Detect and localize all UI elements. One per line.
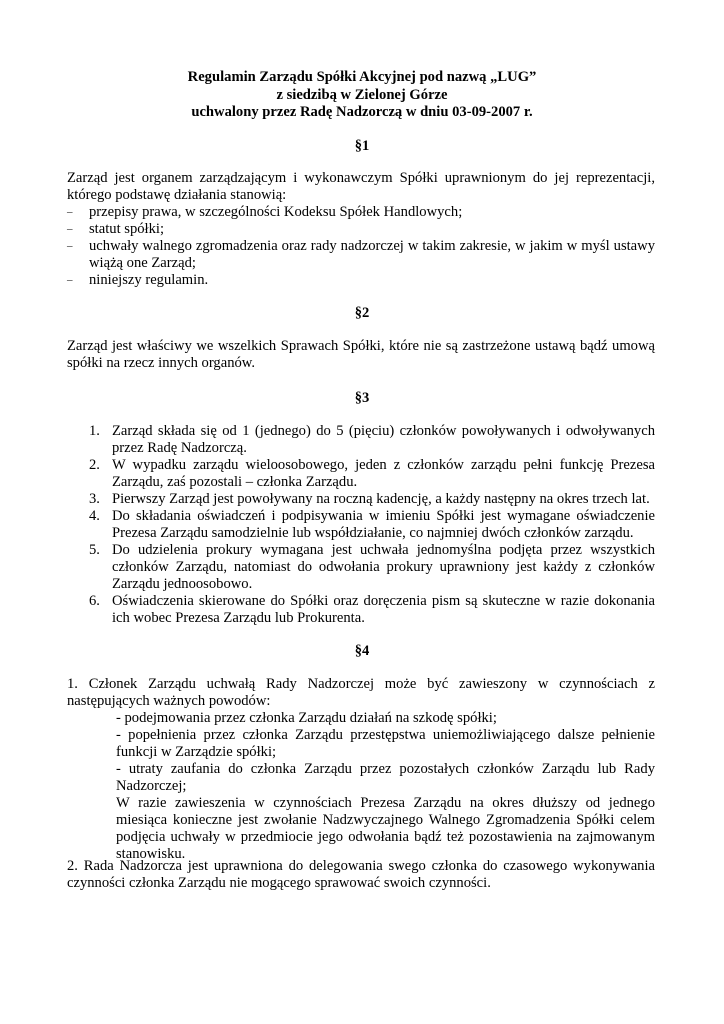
- dash-bullet: –: [67, 223, 73, 235]
- dash-bullet: –: [67, 274, 73, 286]
- item-text: Do udzielenia prokury wymagana jest uchwała jednomyślna podjęta przez wszystkich członków Zarządu, natomiast do odwołania prokury uprawniony jest każdy z członków Zarządu jednoosobowo.: [112, 542, 655, 592]
- suspension-reason: - popełnienia przez członka Zarządu przestępstwa uniemożliwiającego dalsze pełnienie funkcji w Zarządzie spółki;: [116, 727, 655, 760]
- title-line-2: z siedzibą w Zielonej Górze: [276, 86, 448, 103]
- list-item-text: uchwały walnego zgromadzenia oraz rady nadzorczej w takim zakresie, w jakim w myśl ustawy wiążą one Zarząd;: [89, 238, 655, 271]
- list-item-text: przepisy prawa, w szczególności Kodeksu Spółek Handlowych;: [89, 204, 463, 220]
- document-title: [0, 69, 724, 122]
- section-4-paragraph-2: 2. Rada Nadzorcza jest uprawniona do delegowania swego członka do czasowego wykonywania czynności członka Zarządu nie mogącego sprawować swoich czynności.: [67, 858, 655, 891]
- item-text: Pierwszy Zarząd jest powoływany na roczną kadencję, a każdy następny na okres trzech lat.: [112, 491, 650, 507]
- suspension-reason: - utraty zaufania do członka Zarządu przez pozostałych członków Zarządu lub Rady Nadzorczej;: [116, 761, 655, 794]
- item-number: 4.: [89, 508, 100, 524]
- section-4-paragraph-1: 1. Członek Zarządu uchwałą Rady Nadzorczej może być zawieszony w czynnościach z następujących ważnych powodów:: [67, 676, 655, 709]
- dash-bullet: –: [67, 206, 73, 218]
- list-item-text: niniejszy regulamin.: [89, 272, 209, 288]
- title-line-1: Regulamin Zarządu Spółki Akcyjnej pod nazwą „LUG”: [187, 69, 537, 85]
- section-3-heading: §3: [354, 390, 370, 406]
- item-text: W wypadku zarządu wieloosobowego, jeden z członków zarządu pełni funkcję Prezesa Zarządu, zaś pozostali – członka Zarządu.: [112, 457, 655, 490]
- section-4-heading: §4: [354, 643, 370, 659]
- suspension-note: W razie zawieszenia w czynnościach Prezesa Zarządu na okres dłuższy od jednego miesiąca konieczne jest zwołanie Nadzwyczajnego Walnego Zgromadzenia Spółki celem podjęcia uchwały w przedmiocie jego odwołania bądź też pozostawienia na zajmowanym stanowisku.: [116, 795, 655, 862]
- section-1-intro: Zarząd jest organem zarządzającym i wykonawczym Spółki uprawnionym do jej reprezentacji, którego podstawę działania stanowią:: [67, 170, 655, 203]
- item-text: Oświadczenia skierowane do Spółki oraz doręczenia pism są skuteczne w razie dokonania ich wobec Prezesa Zarządu lub Prokurenta.: [112, 593, 655, 626]
- item-number: 3.: [89, 491, 100, 507]
- section-2-heading: §2: [354, 305, 370, 321]
- suspension-reason: - podejmowania przez członka Zarządu działań na szkodę spółki;: [116, 710, 497, 726]
- item-text: Zarząd składa się od 1 (jednego) do 5 (pięciu) członków powoływanych i odwoływanych przez Radę Nadzorczą.: [112, 423, 655, 456]
- title-line-3: uchwalony przez Radę Nadzorczą w dniu 03-09-2007 r.: [191, 104, 533, 120]
- item-number: 5.: [89, 542, 100, 558]
- item-text: Do składania oświadczeń i podpisywania w imieniu Spółki jest wymagane oświadczenie Prezesa Zarządu samodzielnie lub współdziałanie, co najmniej dwóch członków zarządu.: [112, 508, 655, 541]
- section-2-text: Zarząd jest właściwy we wszelkich Sprawach Spółki, które nie są zastrzeżone ustawą bądź umową spółki na rzecz innych organów.: [67, 338, 655, 371]
- item-number: 1.: [89, 423, 100, 439]
- section-1-heading: §1: [354, 138, 370, 154]
- list-item-text: statut spółki;: [89, 221, 164, 237]
- item-number: 2.: [89, 457, 100, 473]
- dash-bullet: –: [67, 240, 73, 252]
- item-number: 6.: [89, 593, 100, 609]
